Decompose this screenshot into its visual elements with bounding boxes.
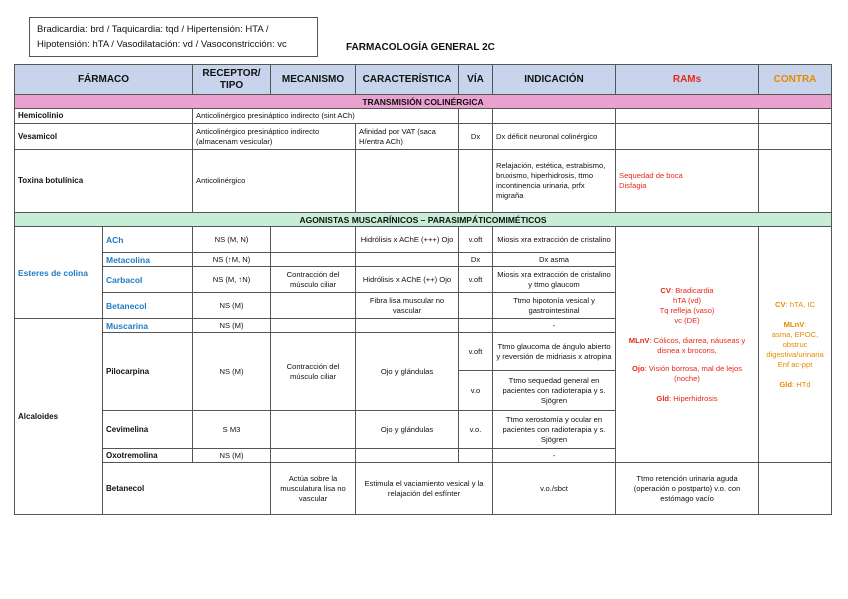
betanecol-2-receptor: Actúa sobre la musculatura lisa no vascular: [271, 463, 356, 515]
toxina-rams: [616, 150, 759, 213]
toxina-indicacion: Relajación, estética, estrabismo, bruxismo, hiperhidrosis, ttmo incontinencia urinaria, prfx migraña: [493, 150, 616, 213]
hemicolinio-receptor: Anticolinérgico presináptico indirecto (sint ACh): [193, 109, 459, 124]
rams-mlnv-label: MLnV: [628, 335, 650, 345]
header-farmaco: FÁRMACO: [15, 65, 193, 95]
drug-vesamicol: Vesamicol: [15, 124, 193, 150]
rams-ojo-label: Ojo: [632, 363, 645, 373]
cevimelina-via: v.o.: [459, 411, 493, 449]
betanecol-receptor: NS (M): [193, 293, 271, 319]
drug-betanecol-2: Betanecol: [103, 463, 271, 515]
header-rams: RAMs: [616, 65, 759, 95]
toxina-receptor: Anticolinérgico: [193, 150, 356, 213]
drug-carbacol: Carbacol: [103, 267, 193, 293]
contra-mlnv-line-2: asma, EPOC, obstruc digestiva/urinaria: [766, 329, 824, 359]
oxotremolina-receptor: NS (M): [193, 449, 271, 463]
betanecol-2-via: v.o./sbct: [493, 463, 616, 515]
betanecol-2-mecanismo: Estimula el vaciamiento vesical y la relajación del esfínter: [356, 463, 493, 515]
pilocarpina-mecanismo: Contracción del músculo ciliar: [271, 333, 356, 411]
abbreviation-legend: [29, 17, 318, 57]
drug-oxotremolina: Oxotremolina: [103, 449, 193, 463]
drug-pilocarpina: Pilocarpina: [103, 333, 193, 411]
header-mecanismo: MECANISMO: [271, 65, 356, 95]
table-row-toxina: [15, 150, 832, 213]
vesamicol-via: Dx: [459, 124, 493, 150]
table-row-ach: [15, 227, 832, 253]
header-caracteristica: CARACTERÍSTICA: [356, 65, 459, 95]
drug-cevimelina: Cevimelina: [103, 411, 193, 449]
group-esteres-colina: Esteres de colina: [15, 227, 103, 319]
pilocarpina-indicacion-1: Ttmo glaucoma de ángulo abierto y reversión de midriasis x atropina: [493, 333, 616, 371]
carbacol-receptor: NS (M, ↑N): [193, 267, 271, 293]
drug-hemicolinio: Hemicolinio: [15, 109, 193, 124]
drug-toxina-botulinica: Toxina botulínica: [15, 150, 193, 213]
contra-group-cell: [759, 227, 832, 463]
table-row-vesamicol: [15, 124, 832, 150]
contra-cv-text: : hTA, IC: [785, 299, 815, 309]
drug-ach: ACh: [103, 227, 193, 253]
rams-cv-line-2: hTA (vd): [672, 295, 702, 305]
legend-line-1: Bradicardia: brd / Taquicardia: tqd / Hipertensión: HTA /: [37, 24, 269, 35]
header-receptor-line2: TIPO: [219, 79, 244, 91]
header-receptor-line1: RECEPTOR/: [202, 67, 261, 79]
vesamicol-caracteristica: Afinidad por VAT (saca H/entra ACh): [356, 124, 459, 150]
pilocarpina-via-1: v.oft: [459, 333, 493, 371]
muscarina-receptor: NS (M): [193, 319, 271, 333]
rams-gld-label: Gld: [656, 393, 670, 403]
betanecol-2-indicacion: Ttmo retención urinaria aguda (operación o postparto) v.o. con estómago vacío: [616, 463, 759, 515]
legend-line-2: Hipotensión: hTA / Vasodilatación: vd / Vasoconstricción: vc: [37, 39, 287, 50]
table-row-hemicolinio: [15, 109, 832, 124]
carbacol-indicacion: Miosis xra extracción de cristalino y ttmo glaucom: [493, 267, 616, 293]
rams-mlnv-text: : Cólicos, diarrea, náuseas y disnea x brocons,: [649, 335, 746, 355]
header-indicacion: INDICACIÓN: [493, 65, 616, 95]
ach-receptor: NS (M, N): [193, 227, 271, 253]
rams-gld-text: : Hiperhidrosis: [669, 393, 718, 403]
metacolina-via: Dx: [459, 253, 493, 267]
rams-ojo-text: : Visión borrosa, mal de lejos (noche): [644, 363, 743, 383]
metacolina-receptor: NS (↑M, N): [193, 253, 271, 267]
contra-mlnv-line-3: Enf ac-ppt: [777, 359, 813, 369]
vesamicol-indicacion: Dx déficit neuronal colinérgico: [493, 124, 616, 150]
carbacol-caracteristica: Hidrólisis x AChE (++) Ojo: [356, 267, 459, 293]
contra-gld-label: Gld: [779, 379, 793, 389]
cevimelina-indicacion: Ttmo xerostomía y ocular en pacientes con radioterapia y s. Sjögren: [493, 411, 616, 449]
contra-mlnv-label: MLnV: [783, 319, 805, 329]
rams-cv-line-4: vc (DE): [674, 315, 700, 325]
pilocarpina-indicacion-2: Ttmo sequedad general en pacientes con radioterapia y s. Sjögren: [493, 371, 616, 411]
pilocarpina-caracteristica: Ojo y glándulas: [356, 333, 459, 411]
drug-betanecol: Betanecol: [103, 293, 193, 319]
carbacol-via: v.oft: [459, 267, 493, 293]
table-row-betanecol-2: [15, 463, 832, 515]
rams-cv-line-3: Tq refleja (vaso): [659, 305, 715, 315]
vesamicol-receptor: Anticolinérgico presináptico indirecto (almacenam vesicular): [193, 124, 356, 150]
pharmacology-table: [14, 64, 832, 515]
contra-cv-label: CV: [775, 299, 786, 309]
cevimelina-receptor: S M3: [193, 411, 271, 449]
toxina-ram-2: Disfagia: [619, 181, 647, 190]
ach-caracteristica: Hidrólisis x AChE (+++) Ojo: [356, 227, 459, 253]
betanecol-caracteristica: Fibra lisa muscular no vascular: [356, 293, 459, 319]
ach-via: v.oft: [459, 227, 493, 253]
rams-group-cell: [616, 227, 759, 463]
header-row: [15, 65, 832, 95]
rams-cv-text: : Bradicardia: [670, 285, 714, 295]
header-contra: CONTRA: [759, 65, 832, 95]
pilocarpina-via-2: v.o: [459, 371, 493, 411]
section-transmision-colinergica: TRANSMISIÓN COLINÉRGICA: [15, 95, 832, 109]
betanecol-indicacion: Ttmo hipotonía vesical y gastrointestinal: [493, 293, 616, 319]
pilocarpina-receptor: NS (M): [193, 333, 271, 411]
page-title: FARMACOLOGÍA GENERAL 2C: [346, 42, 495, 53]
drug-metacolina: Metacolina: [103, 253, 193, 267]
drug-muscarina: Muscarina: [103, 319, 193, 333]
oxotremolina-indicacion: -: [493, 449, 616, 463]
contra-gld-text: : HTd: [792, 379, 811, 389]
group-alcaloides: Alcaloides: [15, 319, 103, 515]
cevimelina-caracteristica: Ojo y glándulas: [356, 411, 459, 449]
header-receptor: [193, 65, 271, 95]
header-via: VÍA: [459, 65, 493, 95]
carbacol-mecanismo: Contracción del músculo ciliar: [271, 267, 356, 293]
metacolina-indicacion: Dx asma: [493, 253, 616, 267]
muscarina-indicacion: -: [493, 319, 616, 333]
contra-mlnv-text: :: [804, 319, 807, 329]
ach-indicacion: Miosis xra extracción de cristalino: [493, 227, 616, 253]
rams-cv-label: CV: [660, 285, 671, 295]
toxina-ram-1: Sequedad de boca: [619, 171, 683, 180]
section-agonistas-muscarinicos: AGONISTAS MUSCARÍNICOS – PARASIMPÁTICOMIMÉTICOS: [15, 213, 832, 227]
